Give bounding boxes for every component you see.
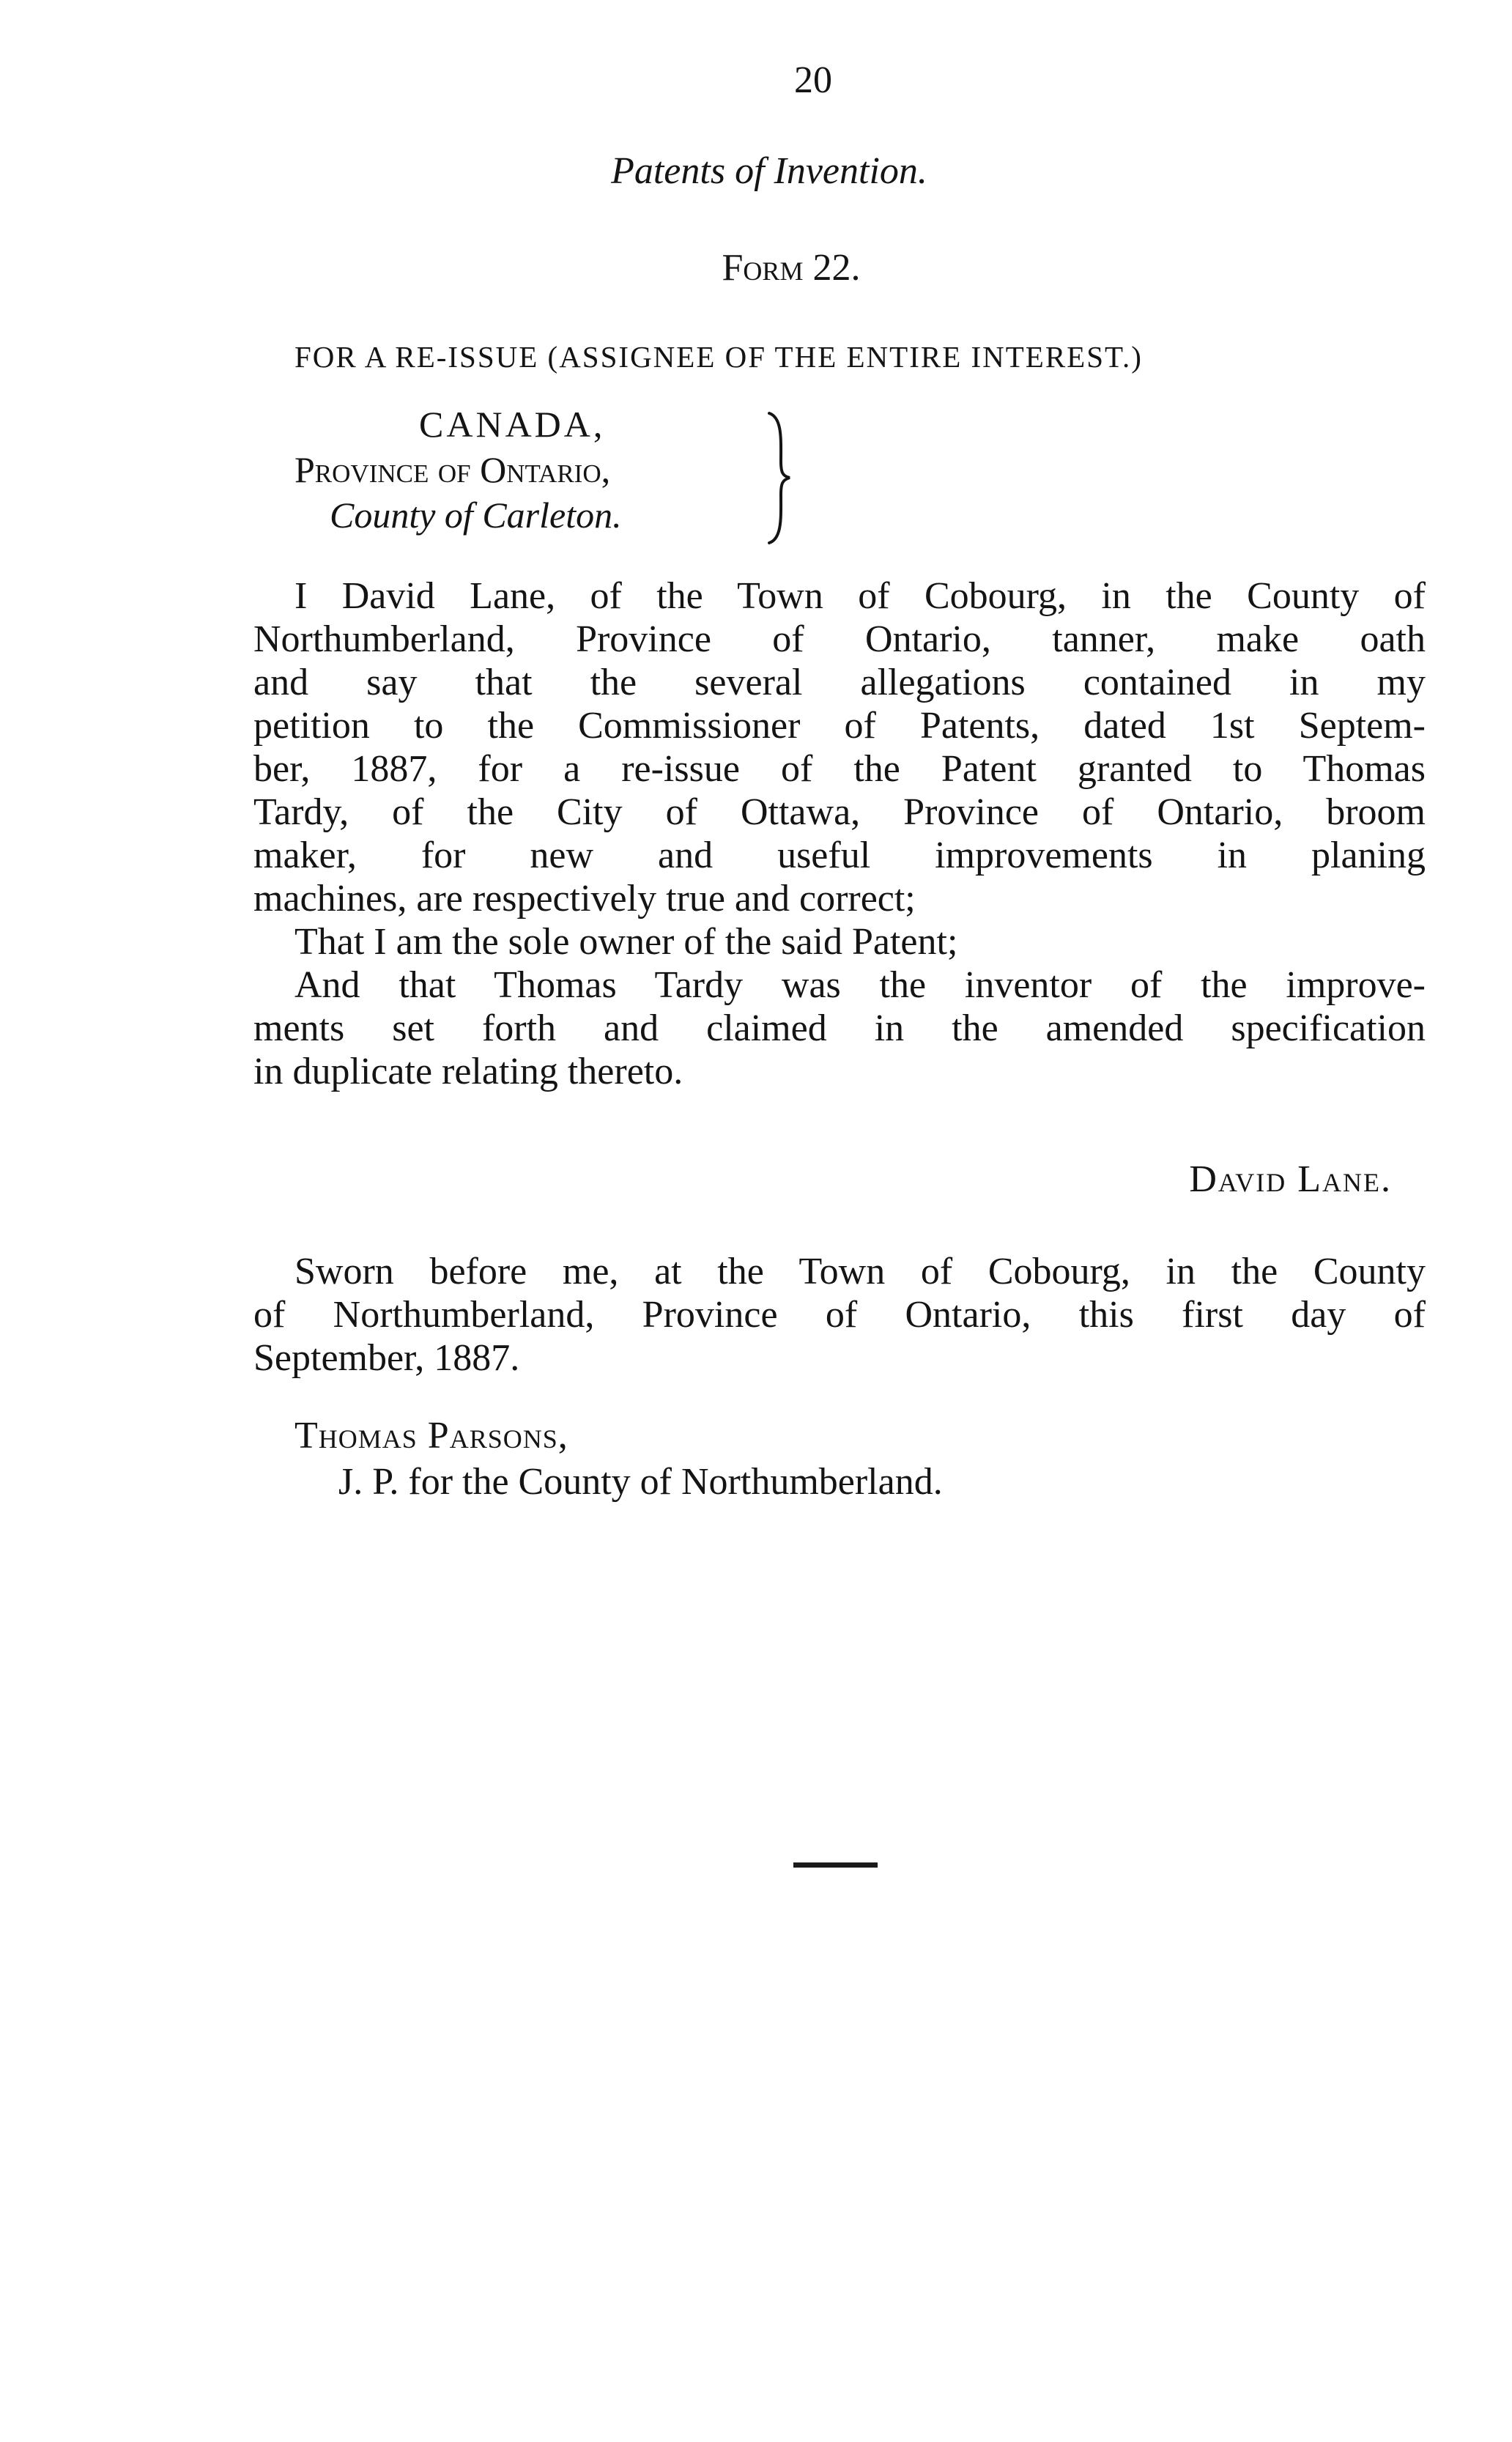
form-subtitle: FOR A RE-ISSUE (ASSIGNEE OF THE ENTIRE INTEREST.) [294,340,1143,374]
jurat-line: Sworn before me, at the Town of Cobourg, in the County [294,1251,1426,1292]
jurat-text [253,1250,1426,1380]
affidavit-line: petition to the Commissioner of Patents, dated 1st Septem- [253,705,1426,747]
justice-name: Thomas Parsons, [294,1415,568,1457]
venue-block [294,402,807,538]
venue-country: CANADA, [419,404,606,445]
jurat-line: of Northumberland, Province of Ontario, this first day of [253,1294,1426,1336]
venue-province: Province of Ontario, [294,449,611,490]
affidavit-line: maker, for new and useful improvements in planing [253,835,1426,876]
page-number: 20 [794,59,832,101]
affidavit-line: I David Lane, of the Town of Cobourg, in the County of [294,575,1426,617]
running-head: Patents of Invention. [611,150,927,192]
affidavit-line: machines, are respectively true and correct; [253,878,916,920]
affidavit-line: ments set forth and claimed in the amended specification [253,1007,1426,1049]
venue-brace-icon [765,410,794,546]
form-title: Form 22. [722,247,861,289]
affidavit-line: and say that the several allegations contained in my [253,662,1426,703]
affidavit-line: And that Thomas Tardy was the inventor of the improve- [294,964,1426,1006]
affidavit-line: in duplicate relating thereto. [253,1051,683,1092]
jurat-line: September, 1887. [253,1337,520,1379]
end-rule [793,1862,878,1868]
affidavit-line: That I am the sole owner of the said Patent; [294,921,958,963]
affidavit-line: Tardy, of the City of Ottawa, Province of Ontario, broom [253,791,1426,833]
affidavit-line: ber, 1887, for a re-issue of the Patent granted to Thomas [253,748,1426,790]
justice-title: J. P. for the County of Northumberland. [338,1461,943,1503]
affidavit-text [253,574,1426,1093]
deponent-signature: David Lane. [1189,1158,1392,1200]
affidavit-line: Northumberland, Province of Ontario, tanner, make oath [253,618,1426,660]
venue-county: County of Carleton. [330,495,622,536]
